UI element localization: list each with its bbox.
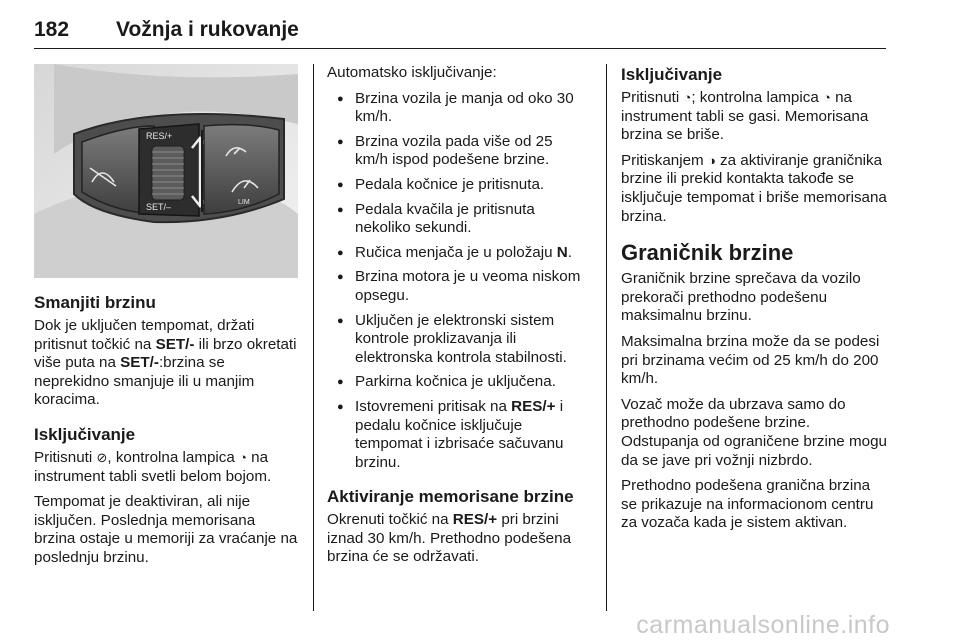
cruise-off-icon: ⊘ xyxy=(96,449,108,465)
heading-reduce-speed: Smanjiti brzinu xyxy=(34,293,156,312)
steering-wheel-controls-figure xyxy=(34,64,298,278)
cruise-lamp-icon: ◔ xyxy=(823,90,831,105)
heading-deactivation: Isključivanje xyxy=(34,424,136,444)
list-item: ● Brzina vozila je manja od oko 30 km/h. xyxy=(327,90,589,127)
list-item: ● Brzina vozila pada više od 25 km/h ispod podešene brzine. xyxy=(327,133,589,170)
column-1 xyxy=(34,292,298,575)
column-3 xyxy=(621,64,887,540)
paragraph-resume-speed: Okrenuti točkić na RES/+ pri brzini iznad 30 km/h. Prethodno podešena brzina će se održavati. xyxy=(327,511,572,566)
list-item: ● Pedala kvačila je pritisnuta nekoliko sekundi. xyxy=(327,201,589,238)
lim-label: LIM xyxy=(238,199,250,206)
paragraph-switch-off: Pritisnuti ◔; kontrolna lampica ◔ na instrument tabli se gasi. Memorisana brzina se briše. xyxy=(621,89,869,144)
paragraph-reduce-speed: Dok je uključen tempomat, držati pritisnut točkić na SET/- ili brzo okretati više puta na SET/-:brzina se neprekidno smanjuje ili u manjim koracima. xyxy=(34,317,297,409)
page-number: 182 xyxy=(34,18,70,41)
paragraph-limiter-1: Graničnik brzine sprečava da vozilo prekorači prethodno podešenu maksimalnu brzinu. xyxy=(621,270,861,325)
list-item: ● Ručica menjača je u položaju N. xyxy=(327,244,589,263)
cruise-control-icon: ◔ xyxy=(683,90,692,105)
speed-limiter-icon: ◑ xyxy=(707,152,716,168)
page-header xyxy=(34,14,886,49)
automatic-deactivation-list xyxy=(327,90,589,473)
page-title: Vožnja i rukovanje xyxy=(116,18,299,41)
paragraph-limiter-3: Vozač može da ubrzava samo do prethodno podešene brzine. Odstupanja od ograničene brzine mogu da se jave pri vožnji nizbrdo. xyxy=(621,395,887,469)
heading-speed-limiter: Graničnik brzine xyxy=(621,240,794,266)
column-divider xyxy=(313,64,314,611)
heading-resume-speed: Aktiviranje memorisane brzine xyxy=(327,487,574,507)
res-label: RES/+ xyxy=(146,131,173,141)
paragraph-deactivation: Pritisnuti ⊘, kontrolna lampica ◔ na instrument tabli svetli belom bojom. xyxy=(34,448,272,485)
list-item: ● Uključen je elektronski sistem kontrole proklizavanja ili elektronska kontrola stabilnosti. xyxy=(327,312,589,368)
automatic-deactivation-intro: Automatsko isključivanje: xyxy=(327,64,497,81)
column-divider xyxy=(606,64,607,611)
steering-wheel-illustration xyxy=(34,64,298,278)
thumbwheel xyxy=(152,146,184,200)
column-2 xyxy=(327,64,589,574)
paragraph-deactivated-memory: Tempomat je deaktiviran, ali nije isključen. Poslednja memorisana brzina ostaje u memoriji za vraćanje na poslednju brzinu. xyxy=(34,493,298,566)
set-label: SET/– xyxy=(146,202,172,212)
list-item: ● Pedala kočnice je pritisnuta. xyxy=(327,176,589,195)
list-item: ● Istovremeni pritisak na RES/+ i pedalu kočnice isključuje tempomat i izbrisaće sačuvanu brzinu. xyxy=(327,398,589,472)
cruise-lamp-icon: ◔ xyxy=(239,449,247,465)
list-item: ● Brzina motora je u veoma niskom opsegu. xyxy=(327,268,589,305)
paragraph-limiter-4: Prethodno podešena granična brzina se prikazuje na informacionom centru za vozača kada je sistem aktivan. xyxy=(621,477,874,532)
paragraph-limiter-2: Maksimalna brzina može da se podesi pri brzinama većim od 25 km/h do 200 km/h. xyxy=(621,332,880,388)
paragraph-limiter-switch: Pritiskanjem ◑ za aktiviranje graničnika brzine ili prekid kontakta takođe se isključuje tempomat i briše memorisana brzina. xyxy=(621,151,887,225)
list-item: ● Parkirna kočnica je uključena. xyxy=(327,373,589,392)
heading-switch-off: Isključivanje xyxy=(621,65,723,84)
watermark: carmanualsonline.info xyxy=(636,611,890,639)
